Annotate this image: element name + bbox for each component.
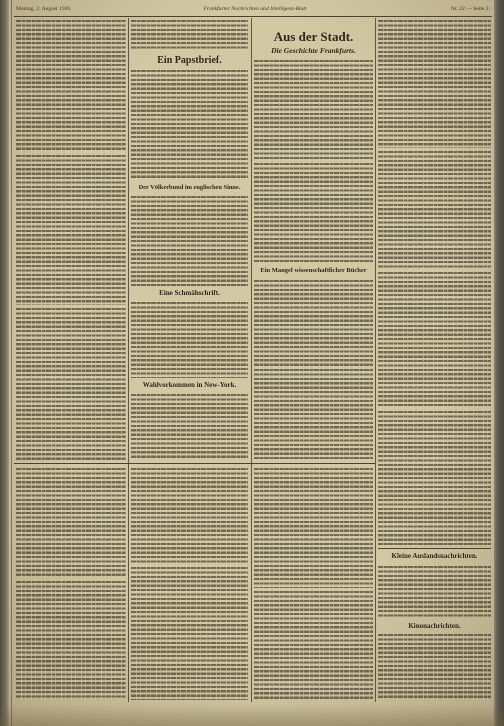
headline-schmaehschrift: Eine Schmähschrift. — [159, 289, 220, 297]
body-text-block — [378, 151, 491, 269]
column-rule — [251, 18, 252, 702]
body-text-block — [254, 468, 373, 588]
headline-kinonachrichten: Kinonachrichten. — [408, 622, 461, 630]
body-text-block — [254, 60, 373, 160]
headline-buecher: Ein Mangel wissenschaftlicher Bücher — [260, 267, 367, 274]
section-title: Aus der Stadt. — [273, 29, 354, 44]
section-rule — [378, 548, 491, 549]
body-text-block — [131, 394, 248, 460]
body-text-block — [254, 280, 373, 366]
section-subtitle: Die Geschichte Frankfurts. — [271, 46, 356, 55]
body-text-block — [131, 468, 248, 564]
body-text-block — [378, 20, 491, 148]
body-text-block — [378, 272, 491, 408]
body-text-block — [131, 196, 248, 286]
headline-new-york: Wahlvorkommen in New-York. — [142, 381, 237, 389]
body-text-block — [378, 411, 491, 545]
page-edge-right — [494, 0, 504, 726]
binding-edge — [0, 0, 9, 726]
body-text-block — [16, 468, 126, 578]
body-text-block — [254, 369, 373, 460]
headline-papstbrief: Ein Papstbrief. — [157, 55, 222, 66]
section-rule — [14, 463, 375, 464]
page-edge-bottom — [0, 704, 504, 726]
body-text-block — [378, 634, 491, 700]
body-text-block — [16, 581, 126, 700]
body-text-block — [254, 591, 373, 700]
body-text-block — [131, 302, 248, 378]
headline-voelkerbund: Der Völkerbund im englischen Sinne. — [138, 184, 241, 191]
body-text-block — [131, 70, 248, 180]
issue-date: Montag, 2. August 1920. — [16, 6, 72, 12]
column-rule — [375, 18, 376, 702]
body-text-block — [16, 308, 126, 460]
body-text-block — [254, 163, 373, 262]
body-text-block — [378, 566, 491, 618]
binding-line — [11, 0, 12, 726]
page-number: Nr. 22 — Seite 2. — [450, 6, 490, 12]
body-text-block — [16, 20, 126, 152]
newspaper-title: Frankfurter Nachrichten und Intelligenz-Blatt — [203, 6, 307, 12]
headline-auslandsnachrichten: Kleine Auslandsnachrichten. — [391, 552, 478, 560]
body-text-block — [131, 20, 248, 51]
header-rule — [14, 16, 492, 17]
column-rule — [128, 18, 129, 702]
body-text-block — [131, 567, 248, 700]
body-text-block — [16, 155, 126, 305]
